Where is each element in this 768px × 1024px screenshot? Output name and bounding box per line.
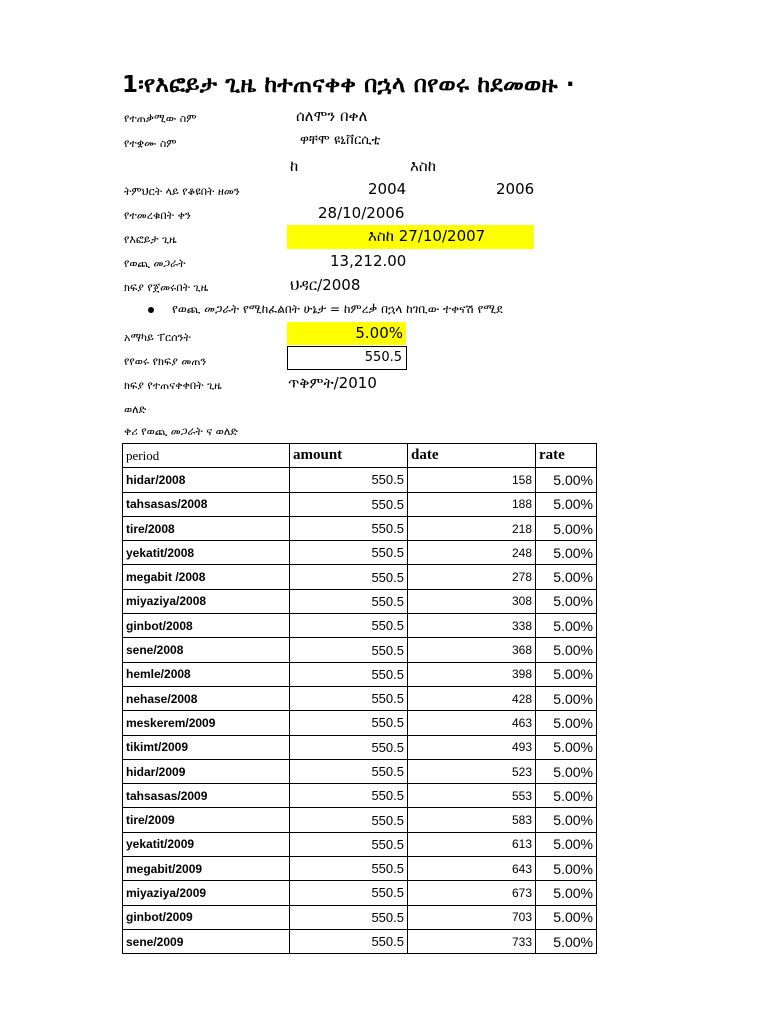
cell-period: meskerem/2009: [123, 711, 290, 735]
table-row: [123, 662, 597, 686]
cell-period: sene/2009: [123, 929, 290, 953]
cell-rate: 5.00%: [536, 857, 597, 881]
cell-date: 248: [408, 541, 536, 565]
header-rate: rate: [536, 444, 597, 468]
cell-amount: 550.5: [290, 784, 408, 808]
payment-end-label: ክፍያ የተጠናቀቀበት ጊዜ: [124, 379, 222, 392]
cell-amount: 550.5: [290, 735, 408, 759]
grace-period-value: እስከ 27/10/2007: [368, 227, 486, 245]
cell-date: 523: [408, 759, 536, 783]
cell-period: hidar/2009: [123, 759, 290, 783]
table-row: [123, 711, 597, 735]
grace-period-label: የእፎይታ ጊዜ: [124, 233, 177, 246]
cell-date: 368: [408, 638, 536, 662]
cell-amount: 550.5: [290, 711, 408, 735]
cell-rate: 5.00%: [536, 759, 597, 783]
study-from: 2004: [368, 180, 407, 198]
study-period-label: ትምህርት ላይ የቆዩበት ዘመን: [124, 185, 240, 198]
cell-date: 398: [408, 662, 536, 686]
table-row: [123, 929, 597, 953]
payment-table: [122, 443, 597, 954]
table-row: [123, 468, 597, 492]
cell-date: 733: [408, 929, 536, 953]
cell-rate: 5.00%: [536, 686, 597, 710]
cell-date: 218: [408, 516, 536, 540]
table-row: [123, 905, 597, 929]
table-row: [123, 565, 597, 589]
cell-date: 643: [408, 857, 536, 881]
cell-amount: 550.5: [290, 686, 408, 710]
cell-period: tire/2008: [123, 516, 290, 540]
cell-rate: 5.00%: [536, 881, 597, 905]
page-title: 1፡የእፎይታ ጊዜ ከተጠናቀቀ በኋላ በየወሩ ከደመወዙ ·: [122, 72, 575, 98]
cell-rate: 5.00%: [536, 516, 597, 540]
payment-start-value: ህዳር/2008: [290, 276, 361, 294]
table-row: [123, 541, 597, 565]
table-row: [123, 492, 597, 516]
cell-period: tire/2009: [123, 808, 290, 832]
rate-value: 5.00%: [355, 324, 403, 342]
name-label: የተጠቃሚው ስም: [124, 112, 197, 125]
table-row: [123, 589, 597, 613]
cell-date: 493: [408, 735, 536, 759]
table-row: [123, 735, 597, 759]
interest-label: ወለድ: [124, 403, 147, 416]
table-row: [123, 857, 597, 881]
payment-start-label: ክፍያ የጀመሩበት ጊዜ: [124, 281, 209, 294]
cell-period: megabit/2009: [123, 857, 290, 881]
cell-period: miyaziya/2009: [123, 881, 290, 905]
cell-amount: 550.5: [290, 492, 408, 516]
graduation-date-value: 28/10/2006: [318, 204, 405, 222]
table-row: [123, 759, 597, 783]
cell-period: yekatit/2008: [123, 541, 290, 565]
cell-amount: 550.5: [290, 614, 408, 638]
to-label: እስከ: [410, 157, 436, 175]
cell-rate: 5.00%: [536, 541, 597, 565]
cell-date: 703: [408, 905, 536, 929]
cell-rate: 5.00%: [536, 614, 597, 638]
cell-period: sene/2008: [123, 638, 290, 662]
cell-rate: 5.00%: [536, 929, 597, 953]
bullet-icon: [148, 307, 154, 313]
table-row: [123, 808, 597, 832]
institution-label: የተቋሙ ስም: [124, 137, 177, 150]
table-row: [123, 881, 597, 905]
cell-amount: 550.5: [290, 516, 408, 540]
cell-amount: 550.5: [290, 905, 408, 929]
table-header-row: [123, 444, 597, 468]
table-row: [123, 516, 597, 540]
table-row: [123, 638, 597, 662]
cell-date: 553: [408, 784, 536, 808]
monthly-value: 550.5: [364, 350, 402, 365]
from-label: ከ: [290, 157, 299, 175]
cell-date: 158: [408, 468, 536, 492]
cell-amount: 550.5: [290, 929, 408, 953]
cell-rate: 5.00%: [536, 905, 597, 929]
cell-amount: 550.5: [290, 565, 408, 589]
cell-date: 428: [408, 686, 536, 710]
cell-period: hidar/2008: [123, 468, 290, 492]
cell-rate: 5.00%: [536, 638, 597, 662]
cell-amount: 550.5: [290, 881, 408, 905]
cell-amount: 550.5: [290, 832, 408, 856]
cell-rate: 5.00%: [536, 492, 597, 516]
cell-rate: 5.00%: [536, 468, 597, 492]
rate-label: አማካይ ፐርሰንት: [124, 331, 191, 344]
cell-date: 278: [408, 565, 536, 589]
cell-date: 673: [408, 881, 536, 905]
cell-date: 308: [408, 589, 536, 613]
cell-period: tahsasas/2008: [123, 492, 290, 516]
cell-amount: 550.5: [290, 662, 408, 686]
cell-period: yekatit/2009: [123, 832, 290, 856]
cell-period: ginbot/2008: [123, 614, 290, 638]
cell-rate: 5.00%: [536, 711, 597, 735]
cell-amount: 550.5: [290, 468, 408, 492]
table-row: [123, 832, 597, 856]
cost-sharing-condition-text: የወጪ መጋራት የሚከፈልበት ሁኔታ = ከምረቃ በኋላ ከገቢው ተቀናሽ የሚደ: [172, 302, 503, 316]
study-to: 2006: [496, 180, 535, 198]
header-amount: amount: [290, 444, 408, 468]
cell-amount: 550.5: [290, 589, 408, 613]
table-row: [123, 686, 597, 710]
cell-date: 463: [408, 711, 536, 735]
table-row: [123, 784, 597, 808]
cell-rate: 5.00%: [536, 565, 597, 589]
header-period: period: [123, 444, 290, 468]
cell-period: hemle/2008: [123, 662, 290, 686]
cell-period: megabit /2008: [123, 565, 290, 589]
cell-date: 583: [408, 808, 536, 832]
cell-date: 613: [408, 832, 536, 856]
cell-period: nehase/2008: [123, 686, 290, 710]
cell-rate: 5.00%: [536, 808, 597, 832]
institution-value: ዋቸሞ ዩኒቨርሲቲ: [300, 133, 381, 148]
cost-sharing-value: 13,212.00: [330, 252, 407, 270]
name-value: ሰለሞን በቀለ: [296, 107, 368, 125]
cell-rate: 5.00%: [536, 832, 597, 856]
cell-amount: 550.5: [290, 759, 408, 783]
cell-period: miyaziya/2008: [123, 589, 290, 613]
cell-amount: 550.5: [290, 541, 408, 565]
cell-rate: 5.00%: [536, 662, 597, 686]
cell-amount: 550.5: [290, 808, 408, 832]
header-date: date: [408, 444, 536, 468]
table-row: [123, 614, 597, 638]
cell-rate: 5.00%: [536, 735, 597, 759]
cell-date: 188: [408, 492, 536, 516]
cell-rate: 5.00%: [536, 589, 597, 613]
remaining-label: ቀሪ የወጪ መጋራት ና ወለድ: [124, 425, 238, 438]
cost-sharing-condition: [148, 302, 503, 317]
cell-amount: 550.5: [290, 857, 408, 881]
cell-period: tikimt/2009: [123, 735, 290, 759]
cell-date: 338: [408, 614, 536, 638]
cell-amount: 550.5: [290, 638, 408, 662]
cell-period: ginbot/2009: [123, 905, 290, 929]
cell-period: tahsasas/2009: [123, 784, 290, 808]
graduation-date-label: የተመረቁበት ቀን: [124, 209, 191, 222]
payment-end-value: ጥቅምት/2010: [288, 374, 377, 392]
cell-rate: 5.00%: [536, 784, 597, 808]
cost-sharing-label: የወጪ መጋራት: [124, 257, 186, 270]
monthly-label: የየወሩ የክፍያ መጠን: [124, 355, 207, 368]
